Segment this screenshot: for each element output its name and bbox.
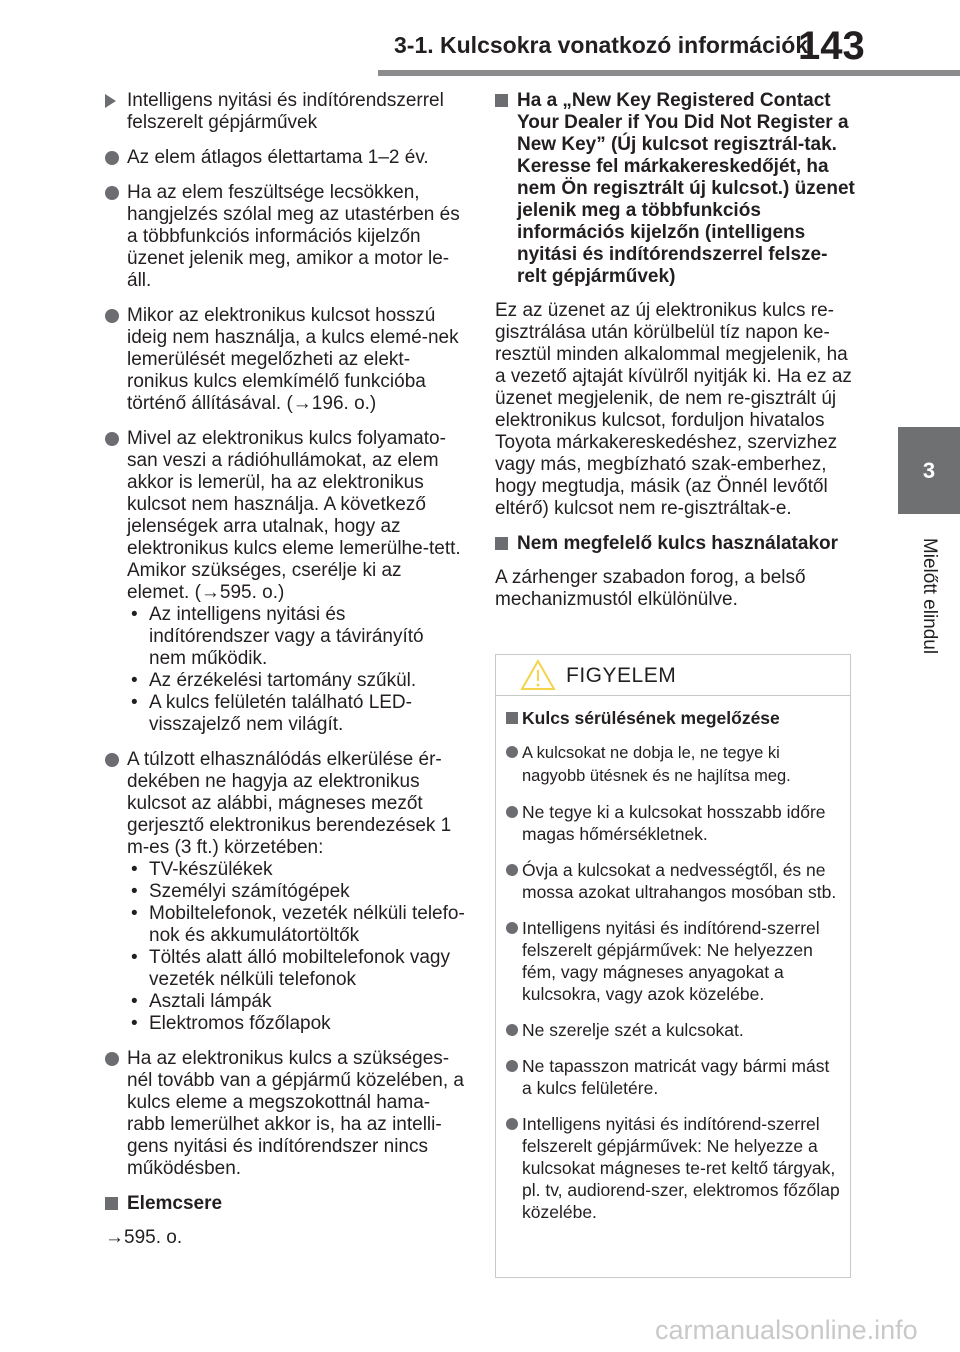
warning-item: Óvja a kulcsokat a nedvességtől, és ne mossa azokat ultrahangos mosóban stb. [506, 859, 840, 903]
dot-bullet-icon [506, 746, 518, 758]
dot-bullet-icon [105, 309, 119, 323]
sub-bullet: • Mobiltelefonok, vezeték nélküli telefo-nok és akkumulátortöltők [127, 903, 465, 947]
warning-item: Ne tegye ki a kulcsokat hosszabb időre magas hőmérsékletnek. [506, 801, 840, 845]
dot-bullet-icon [506, 864, 518, 876]
right-column [495, 90, 855, 624]
warning-item: Intelligens nyitási és indítórend-szerrel felszerelt gépjárművek: Ne helyezzen fém, vagy mágneses anyagokat a kulcsokra, vagy azok közelébe. [506, 917, 840, 1005]
dot-bullet-icon [105, 151, 119, 165]
square-bullet-icon [495, 537, 508, 550]
dot-bullet-icon [506, 922, 518, 934]
square-bullet-icon [105, 1197, 118, 1210]
sub-bullet: • TV-készülékek [127, 859, 465, 881]
sub-bullet: • Asztali lámpák [127, 991, 465, 1013]
wrong-key-heading: Nem megfelelő kulcs használatakor [495, 533, 855, 555]
chapter-label-text: Mielőtt elindul [919, 537, 940, 655]
dot-bullet-icon [506, 1118, 518, 1130]
warning-item: Ne tapasszon matricát vagy bármi mást a kulcs felületére. [506, 1055, 840, 1099]
triangle-bullet-icon [105, 94, 116, 108]
new-key-heading: Ha a „New Key Registered Contact Your Dealer if You Did Not Register a New Key” (Új kulcsot regisztrál-tak. Keresse fel márkakereskedőjét, ha nem Ön regisztrált új kulcsot.) üzenet jelenik meg a többfunkciós információs kijelzőn (intelligens nyitási és indítórendszerrel felsze-relt gépjárművek) [495, 90, 855, 288]
warning-item: Intelligens nyitási és indítórend-szerrel felszerelt gépjárművek: Ne helyezze a kulcsokat mágneses te-ret keltő tárgyak, pl. tv, audiorend-szer, elektromos főzőlap közelébe. [506, 1113, 840, 1223]
sub-bullet: • A kulcs felületén található LED-visszajelző nem világít. [127, 692, 465, 736]
dot-bullet-icon [506, 806, 518, 818]
list-item: Ha az elektronikus kulcs a szükséges-nél tovább van a gépjármű közelében, a kulcs eleme a megszokottnál hama-rabb lemerülhet akkor is, ha az intelli-gens nyitási és indítórendszer nincs működésben. [105, 1048, 465, 1180]
header-rule [378, 70, 960, 76]
warning-heading: Kulcs sérülésének megelőzése [506, 707, 840, 729]
dot-bullet-icon [506, 1060, 518, 1072]
dot-bullet-icon [506, 1024, 518, 1036]
warning-triangle-icon [520, 659, 556, 691]
list-item: Ha az elem feszültsége lecsökken, hangjelzés szólal meg az utastérben és a többfunkciós információs kijelzőn üzenet jelenik meg, amikor a motor le-áll. [105, 182, 465, 292]
warning-box [495, 654, 851, 1278]
warning-item: Ne szerelje szét a kulcsokat. [506, 1019, 840, 1041]
warning-body [496, 696, 850, 1223]
list-item: Mivel az elektronikus kulcs folyamato-san veszi a rádióhullámokat, az elem akkor is lemerül, ha az elektronikus kulcsot nem használja. A következő jelenségek arra utalnak, hogy az elektronikus kulcs eleme lemerülhe-tett. Amikor szükséges, cserélje ki az elemet. (→595. o.) • Az intelligens nyitási és indítórendszer vagy a távirányító nem működik. • Az érzékelési tartomány szűkül. • A kulcs felületén található LED-visszajelző nem világít. [105, 428, 465, 736]
warning-title: FIGYELEM [566, 664, 677, 687]
square-bullet-icon [506, 712, 518, 724]
page-header [0, 0, 960, 86]
wrong-key-text: A zárhenger szabadon forog, a belső mechanizmustól elkülönülve. [495, 567, 806, 610]
intro-item: Intelligens nyitási és indítórendszerrel felszerelt gépjárművek [105, 90, 465, 134]
list-item: A túlzott elhasználódás elkerülése ér-dekében ne hagyja az elektronikus kulcsot az alábbi, mágneses mezőt gerjesztő elektronikus berendezések 1 m-es (3 ft.) körzetében: • TV-készülékek • Személyi számítógépek • Mobiltelefonok, vezeték nélküli telefo-nok és akkumulátortöltők • Töltés alatt álló mobiltelefonok vagy vezeték nélküli telefonok • Asztali lámpák • Elektromos főzőlapok [105, 749, 465, 1035]
dot-bullet-icon [105, 432, 119, 446]
warning-header [496, 655, 850, 696]
page-number: 143 [798, 24, 865, 68]
dot-bullet-icon [105, 186, 119, 200]
dot-bullet-icon [105, 1052, 119, 1066]
battery-heading: Elemcsere [105, 1193, 465, 1215]
chapter-tab: 3 [898, 427, 960, 514]
battery-page-ref: →595. o. [105, 1227, 183, 1248]
list-item: Az elem átlagos élettartama 1–2 év. [105, 147, 465, 169]
sub-bullet: • Töltés alatt álló mobiltelefonok vagy vezeték nélküli telefonok [127, 947, 465, 991]
new-key-text: Ez az üzenet az új elektronikus kulcs re-gisztrálása után körülbelül tíz napon ke-resztül minden alkalommal megjelenik, ha a vezető ajtaját kívülről nyitják ki. Ha ez az üzenet megjelenik, de nem re-gisztrált új elektronikus kulcsot, forduljon hivatalos Toyota márkakereskedéshez, szervizhez vagy más, megbízható szak-emberhez, hogy megtudja, másik (az Önnél levőtől eltérő) kulcsot nem re-gisztráltak-e. [495, 300, 852, 519]
chapter-label [898, 514, 960, 678]
watermark: carmanualsonline.info [655, 1315, 918, 1345]
dot-bullet-icon [105, 753, 119, 767]
square-bullet-icon [495, 94, 508, 107]
warning-item: A kulcsokat ne dobja le, ne tegye ki nagyobb ütésnek és ne hajlítsa meg. [506, 741, 840, 787]
left-column [105, 90, 465, 1249]
list-item: Mikor az elektronikus kulcsot hosszú ideig nem használja, a kulcs elemé-nek lemerülését megelőzheti az elekt-ronikus kulcs elemkímélő funkcióba történő állításával. (→196. o.) [105, 305, 465, 415]
sub-bullet: • Személyi számítógépek [127, 881, 465, 903]
sub-bullet: • Elektromos főzőlapok [127, 1013, 465, 1035]
sub-bullet: • Az intelligens nyitási és indítórendszer vagy a távirányító nem működik. [127, 604, 465, 670]
section-title: 3-1. Kulcsokra vonatkozó információk [394, 32, 809, 58]
sub-bullet: • Az érzékelési tartomány szűkül. [127, 670, 465, 692]
